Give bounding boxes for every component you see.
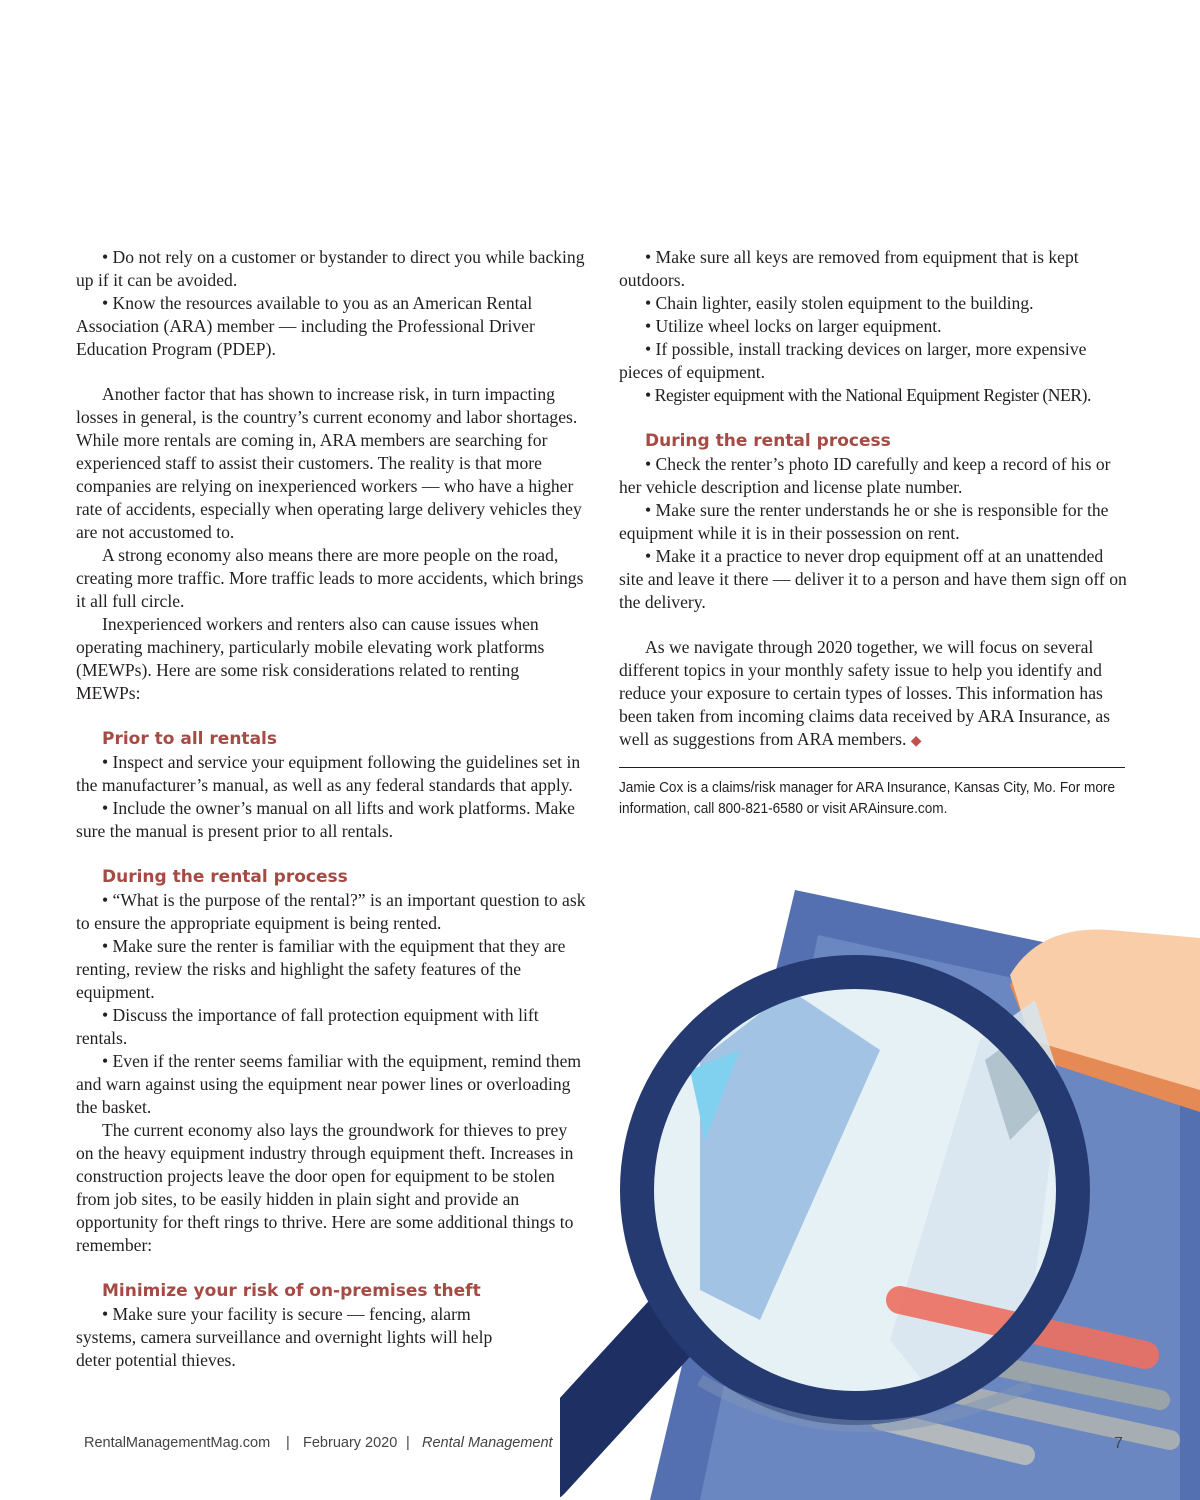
bullet-remind: • Even if the renter seems familiar with the equipment, remind them and warn against using the equipment near power lines or overloading the basket.: [76, 1051, 582, 1117]
bullet-keys: • Make sure all keys are removed from equipment that is kept outdoors.: [619, 247, 1079, 290]
footer-magazine-name: Rental Management: [422, 1435, 553, 1451]
paragraph-closing: [619, 636, 1129, 753]
heading-theft-risk: Minimize your risk of on-premises theft: [102, 1281, 481, 1301]
footer-separator: |: [406, 1435, 410, 1451]
bullet-purpose: • “What is the purpose of the rental?” is an important question to ask to ensure the appropriate equipment is being rented.: [76, 890, 586, 933]
bullet-tracking: • If possible, install tracking devices on larger, more expensive pieces of equipment.: [619, 339, 1087, 382]
right-column: [619, 246, 1129, 820]
bullet-backing-up: • Do not rely on a customer or bystander to direct you while backing up if it can be avoided.: [76, 247, 585, 290]
magnifying-glass-illustration: [560, 870, 1200, 1500]
left-column: [76, 246, 586, 1372]
bullet-fall-protection: • Discuss the importance of fall protection equipment with lift rentals.: [76, 1005, 539, 1048]
paragraph-traffic: A strong economy also means there are more people on the road, creating more traffic. More traffic leads to more accidents, which brings it all full circle.: [76, 545, 584, 611]
bullet-wheel-locks: • Utilize wheel locks on larger equipment.: [645, 316, 942, 336]
divider: [619, 767, 1125, 768]
bullet-ner: • Register equipment with the National Equipment Register (NER).: [645, 385, 1091, 405]
bullet-owners-manual: • Include the owner’s manual on all lifts and work platforms. Make sure the manual is present prior to all rentals.: [76, 798, 575, 841]
footer-website: RentalManagementMag.com: [84, 1435, 271, 1451]
bullet-ara-resources: • Know the resources available to you as an American Rental Association (ARA) member — including the Professional Driver Education Program (PDEP).: [76, 293, 535, 359]
footer-separator: |: [286, 1435, 290, 1451]
bullet-facility-secure: • Make sure your facility is secure — fencing, alarm systems, camera surveillance and overnight lights will help deter potential thieves.: [76, 1304, 493, 1370]
end-diamond-icon: ◆: [910, 734, 922, 749]
closing-text: As we navigate through 2020 together, we will focus on several different topics in your monthly safety issue to help you identify and reduce your exposure to certain types of losses. This information has been taken from incoming claims data received by ARA Insurance, as well as suggestions from ARA members.: [619, 637, 1110, 749]
heading-rental-process-right: During the rental process: [645, 431, 891, 451]
page-footer: [84, 1435, 1134, 1459]
paragraph-thieves: The current economy also lays the groundwork for thieves to prey on the heavy equipment industry through equipment theft. Increases in construction projects leave the door open for equipment to be stolen from job sites, to be easily hidden in plain sight and provide an opportunity for theft rings to thrive. Here are some additional things to remember:: [76, 1120, 574, 1255]
bullet-chain: • Chain lighter, easily stolen equipment to the building.: [645, 293, 1034, 313]
heading-rental-process-left: During the rental process: [102, 867, 348, 887]
bullet-photo-id: • Check the renter’s photo ID carefully and keep a record of his or her vehicle description and license plate number.: [619, 454, 1111, 497]
bullet-inspect-service: • Inspect and service your equipment following the guidelines set in the manufacturer’s manual, as well as any federal standards that apply.: [76, 752, 581, 795]
paragraph-mewps: Inexperienced workers and renters also can cause issues when operating machinery, particularly mobile elevating work platforms (MEWPs). Here are some risk considerations related to renting MEWPs:: [76, 614, 545, 703]
heading-prior-to-rentals: Prior to all rentals: [102, 729, 277, 749]
bullet-responsible: • Make sure the renter understands he or she is responsible for the equipment while it is in their possession on rent.: [619, 500, 1109, 543]
author-bio: Jamie Cox is a claims/risk manager for ARA Insurance, Kansas City, Mo. For more information, call 800-821-6580 or visit ARAinsure.com.: [619, 780, 1116, 817]
paragraph-economy: Another factor that has shown to increase risk, in turn impacting losses in general, is the country’s current economy and labor shortages. While more rentals are coming in, ARA members are searching for experienced staff to assist their customers. The reality is that more companies are relying on inexperienced workers — who have a higher rate of accidents, especially when operating large delivery vehicles they are not accustomed to.: [76, 384, 582, 542]
bullet-familiar: • Make sure the renter is familiar with the equipment that they are renting, review the risks and highlight the safety features of the equipment.: [76, 936, 566, 1002]
footer-date: February 2020: [303, 1435, 398, 1451]
page-number: 7: [1114, 1435, 1123, 1452]
bullet-drop-off: • Make it a practice to never drop equipment off at an unattended site and leave it there — deliver it to a person and have them sign off on the delivery.: [619, 546, 1127, 612]
